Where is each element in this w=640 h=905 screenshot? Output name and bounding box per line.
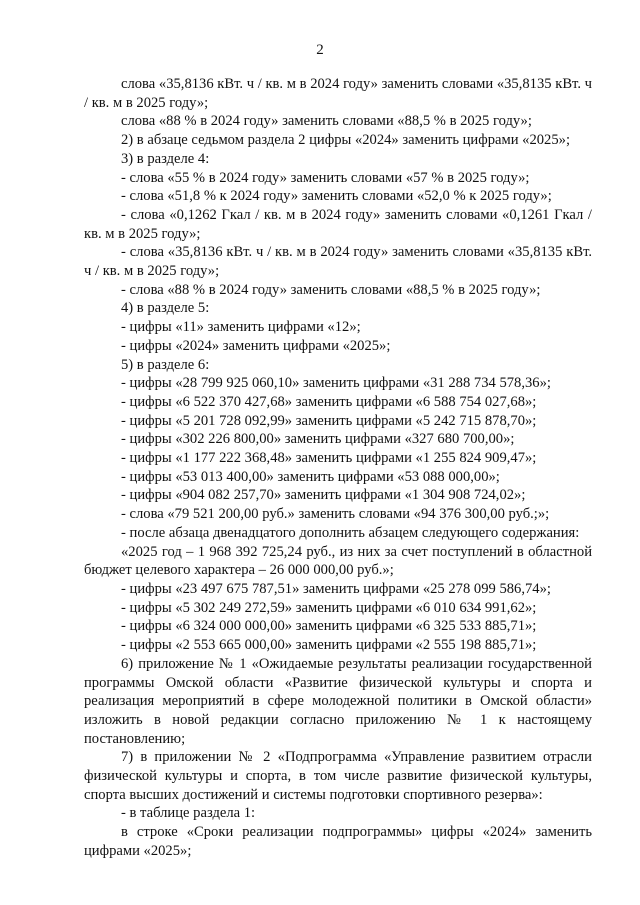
paragraph: - цифры «302 226 800,00» заменить цифрами «327 680 700,00»; <box>121 431 515 448</box>
paragraph: - цифры «1 177 222 368,48» заменить цифрами «1 255 824 909,47»; <box>121 450 537 467</box>
paragraph: 7) в приложении № 2 «Подпрограмма «Управление развитием отрасли физической культуры и спорта, в том числе развитие физической культуры, спорта высших достижений и системы подготовки спортивного резерва»: <box>84 749 592 803</box>
paragraph: «2025 год – 1 968 392 725,24 руб., из них за счет поступлений в областной бюджет целевого характера – 26 000 000,00 руб.»; <box>84 543 592 579</box>
paragraph: - слова «0,1262 Гкал / кв. м в 2024 году» заменить словами «0,1261 Гкал / кв. м в 2025 году»; <box>84 206 592 242</box>
paragraph: - цифры «23 497 675 787,51» заменить цифрами «25 278 099 586,74»; <box>121 580 551 597</box>
paragraph: - цифры «28 799 925 060,10» заменить цифрами «31 288 734 578,36»; <box>121 375 551 392</box>
paragraph: - цифры «2024» заменить цифрами «2025»; <box>121 337 391 354</box>
paragraph: - цифры «2 553 665 000,00» заменить цифрами «2 555 198 885,71»; <box>121 637 537 654</box>
paragraph: - слова «55 % в 2024 году» заменить словами «57 % в 2025 году»; <box>121 169 530 186</box>
document-body <box>84 75 592 861</box>
page-number: 2 <box>316 42 324 58</box>
paragraph: - цифры «5 302 249 272,59» заменить цифрами «6 010 634 991,62»; <box>121 599 537 616</box>
paragraph: 2) в абзаце седьмом раздела 2 цифры «2024» заменить цифрами «2025»; <box>121 132 571 149</box>
paragraph: 3) в разделе 4: <box>121 150 210 167</box>
paragraph: - цифры «6 522 370 427,68» заменить цифрами «6 588 754 027,68»; <box>121 393 537 410</box>
paragraph: - цифры «53 013 400,00» заменить цифрами «53 088 000,00»; <box>121 468 500 485</box>
paragraph: - в таблице раздела 1: <box>121 805 256 822</box>
paragraph: - слова «51,8 % к 2024 году» заменить словами «52,0 % к 2025 году»; <box>121 188 552 205</box>
paragraph: - цифры «11» заменить цифрами «12»; <box>121 319 361 336</box>
paragraph: - цифры «904 082 257,70» заменить цифрами «1 304 908 724,02»; <box>121 487 526 504</box>
paragraph: слова «88 % в 2024 году» заменить словами «88,5 % в 2025 году»; <box>121 113 532 130</box>
paragraph: 6) приложение № 1 «Ожидаемые результаты реализации государственной программы Омской области «Развитие физической культуры и спорта и реализация мероприятий в сфере молодежной политики в Омской области» изложить в новой редакции согласно приложению № 1 к настоящему постановлению; <box>84 655 592 747</box>
paragraph: - после абзаца двенадцатого дополнить абзацем следующего содержания: <box>121 524 580 541</box>
paragraph: - слова «88 % в 2024 году» заменить словами «88,5 % в 2025 году»; <box>121 281 541 298</box>
paragraph: - слова «35,8136 кВт. ч / кв. м в 2024 году» заменить словами «35,8135 кВт. ч / кв. м в 2025 году»; <box>84 244 592 280</box>
paragraph: - слова «79 521 200,00 руб.» заменить словами «94 376 300,00 руб.;»; <box>121 506 550 523</box>
paragraph: слова «35,8136 кВт. ч / кв. м в 2024 году» заменить словами «35,8135 кВт. ч / кв. м в 2025 году»; <box>84 76 592 111</box>
paragraph: 5) в разделе 6: <box>121 356 210 373</box>
paragraph: в строке «Сроки реализации подпрограммы» цифры «2024» заменить цифрами «2025»; <box>84 824 592 859</box>
paragraph: 4) в разделе 5: <box>121 300 210 317</box>
paragraph: - цифры «5 201 728 092,99» заменить цифрами «5 242 715 878,70»; <box>121 412 537 429</box>
paragraph: - цифры «6 324 000 000,00» заменить цифрами «6 325 533 885,71»; <box>121 618 537 635</box>
